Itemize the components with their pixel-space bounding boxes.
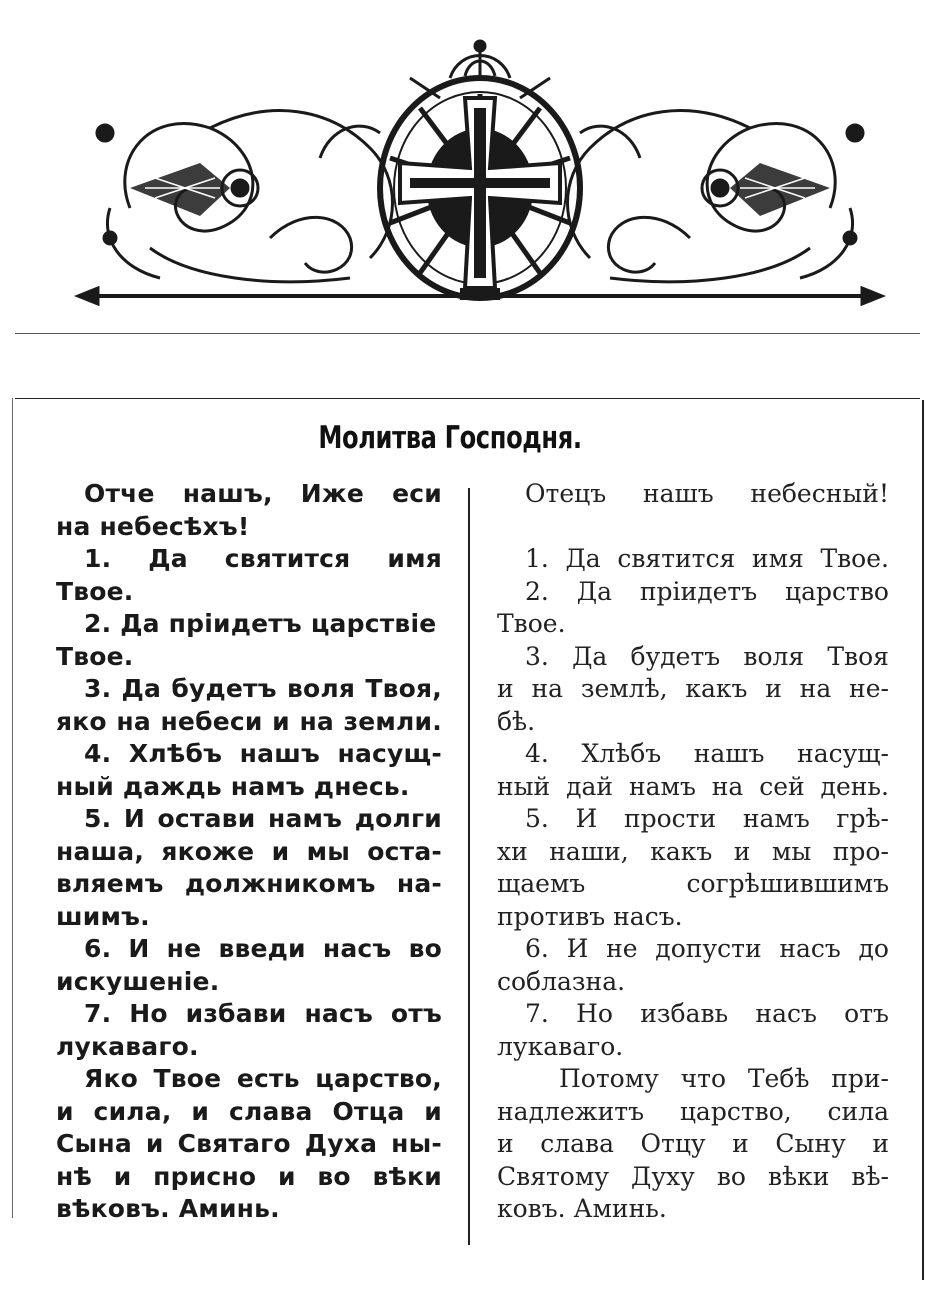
text-line: Твое.: [56, 576, 134, 606]
page-title: Молитва Господня.: [318, 420, 582, 456]
text-line: Потому что Тебѣ при-: [559, 1064, 889, 1093]
text-line: щаемъ согрѣшившимъ: [497, 869, 889, 898]
text-line: 4. Хлѣбъ нашъ насущ-: [525, 739, 889, 768]
text-line: 7. Но избави насъ отъ: [84, 999, 442, 1028]
text-line: соблазна.: [497, 966, 626, 996]
text-line: 5. И прости намъ грѣ-: [525, 804, 889, 833]
church-slavonic-column: [56, 478, 442, 1226]
text-line: наша, якоже и мы оста-: [56, 836, 442, 866]
blank-line: [497, 511, 889, 544]
text-line: ный даждь намъ днесь.: [56, 771, 410, 801]
text-line: 2. Да пріидетъ царство: [525, 576, 889, 606]
text-line: 5. И остави намъ долги: [84, 804, 442, 833]
header-ornament: [70, 38, 890, 328]
text-line: бѣ.: [497, 706, 536, 736]
text-line: ковъ. Аминь.: [497, 1194, 667, 1223]
text-line: яко на небеси и на земли.: [56, 706, 442, 736]
page-left-edge: [12, 398, 13, 1218]
text-line: 2. Да пріидетъ царствіе: [84, 609, 437, 638]
text-line: 1. Да святится имя: [84, 544, 442, 573]
text-line: хи наши, какъ и мы про-: [497, 836, 889, 866]
text-line: вѣковъ. Аминь.: [56, 1194, 280, 1223]
text-line: Отецъ нашъ небесный!: [525, 479, 889, 508]
text-line: и слава Отцу и Сыну и: [497, 1129, 889, 1158]
text-line: 6. И не введи насъ во: [84, 934, 442, 963]
text-line: 7. Но избавь насъ отъ: [525, 999, 889, 1028]
text-line: Твое.: [56, 641, 134, 671]
text-line: 3. Да будетъ воля Твоя,: [84, 674, 442, 703]
text-line: и сила, и слава Отца и: [56, 1096, 442, 1126]
text-line: искушеніе.: [56, 966, 220, 996]
text-line: Твое.: [497, 609, 566, 638]
text-line: надлежитъ царство, сила: [497, 1096, 889, 1126]
text-line: лукаваго.: [56, 1031, 199, 1061]
text-line: и на землѣ, какъ и на не-: [497, 674, 889, 703]
text-line: вляемъ должникомъ на-: [56, 869, 442, 898]
text-line: 6. И не допусти насъ до: [525, 934, 889, 963]
text-line: Святому Духу во вѣки вѣ-: [497, 1161, 889, 1191]
text-line: ный дай намъ на сей день.: [497, 771, 889, 801]
russian-column: [497, 478, 889, 1226]
text-line: противъ насъ.: [497, 901, 683, 931]
page-top-rule: [15, 398, 920, 399]
upper-rule: [15, 333, 920, 334]
text-line: Яко Твое есть царство,: [84, 1064, 442, 1093]
page-right-edge: [922, 400, 924, 1280]
text-line: Сына и Святаго Духа ны-: [56, 1129, 442, 1158]
text-line: нѣ и присно и во вѣки: [56, 1161, 442, 1191]
text-line: Отче нашъ, Иже еси: [84, 479, 442, 508]
text-line: 4. Хлѣбъ нашъ насущ-: [84, 739, 442, 768]
column-divider: [468, 488, 470, 1245]
text-line: 1. Да святится имя Твое.: [525, 544, 889, 573]
text-line: на небесѣхъ!: [56, 511, 250, 541]
text-line: шимъ.: [56, 901, 150, 931]
text-line: лукаваго.: [497, 1031, 624, 1061]
text-line: 3. Да будетъ воля Твоя: [525, 641, 889, 671]
cross-ornament-icon: [70, 38, 890, 328]
